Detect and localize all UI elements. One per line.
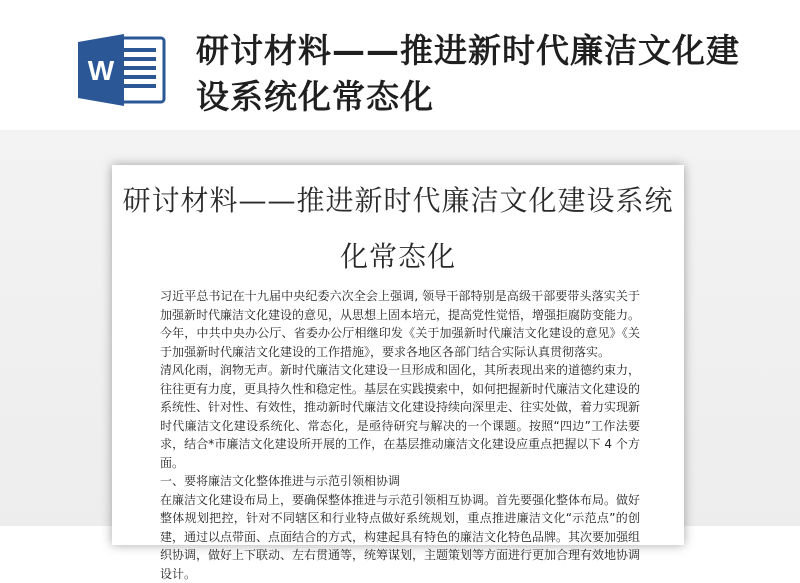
document-body: [112, 287, 684, 583]
document-paragraph: 习近平总书记在十九届中央纪委六次全会上强调, 领导干部特别是高级干部要带头落实关于加强新时代廉洁文化建设的意见，从思想上固本培元，提高党性觉悟，增强拒腐防变能力。今年，中共中央办公厅、省委办公厅相继印发《关于加强新时代廉洁文化建设的意见》《关于加强新时代廉洁文化建设的工作措施》，要求各地区各部门结合实际认真贯彻落实。: [160, 287, 640, 361]
document-page: [112, 165, 684, 545]
document-paragraph: 清风化雨，润物无声。新时代廉洁文化建设一旦形成和固化，其所表现出来的道德约束力，往往更有力度，更具持久性和稳定性。基层在实践摸索中，如何把握新时代廉洁文化建设的系统性、针对性、有效性，推动新时代廉洁文化建设持续向深里走、往实处做，着力实现新时代廉洁文化建设系统化、常态化，是亟待研究与解决的一个课题。按照“四边”工作法要求，结合*市廉洁文化建设所开展的工作，在基层推动廉洁文化建设应重点把握以下 4 个方面。: [160, 361, 640, 472]
header: [0, 0, 800, 130]
document-title: 研讨材料——推进新时代廉洁文化建设系统化常态化: [112, 173, 684, 285]
document-paragraph: 在廉洁文化建设布局上，要确保整体推进与示范引领相互协调。首先要强化整体布局。做好整体规划把控，针对不同辖区和行业特点做好系统规划，重点推进廉洁文化“示范点”的创建，通过以点带面、点面结合的方式，构建起具有特色的廉洁文化特色品牌。其次要加强组织协调，做好上下联动、左右贯通等，统筹谋划，主题策划等方面进行更加合理有效地协调设计。: [160, 491, 640, 583]
word-icon-letter: W: [88, 55, 115, 86]
page-title: 研讨材料——推进新时代廉洁文化建设系统化常态化: [196, 28, 756, 120]
word-icon: [76, 32, 168, 108]
document-heading: 一、要将廉洁文化整体推进与示范引领相协调: [160, 472, 640, 491]
